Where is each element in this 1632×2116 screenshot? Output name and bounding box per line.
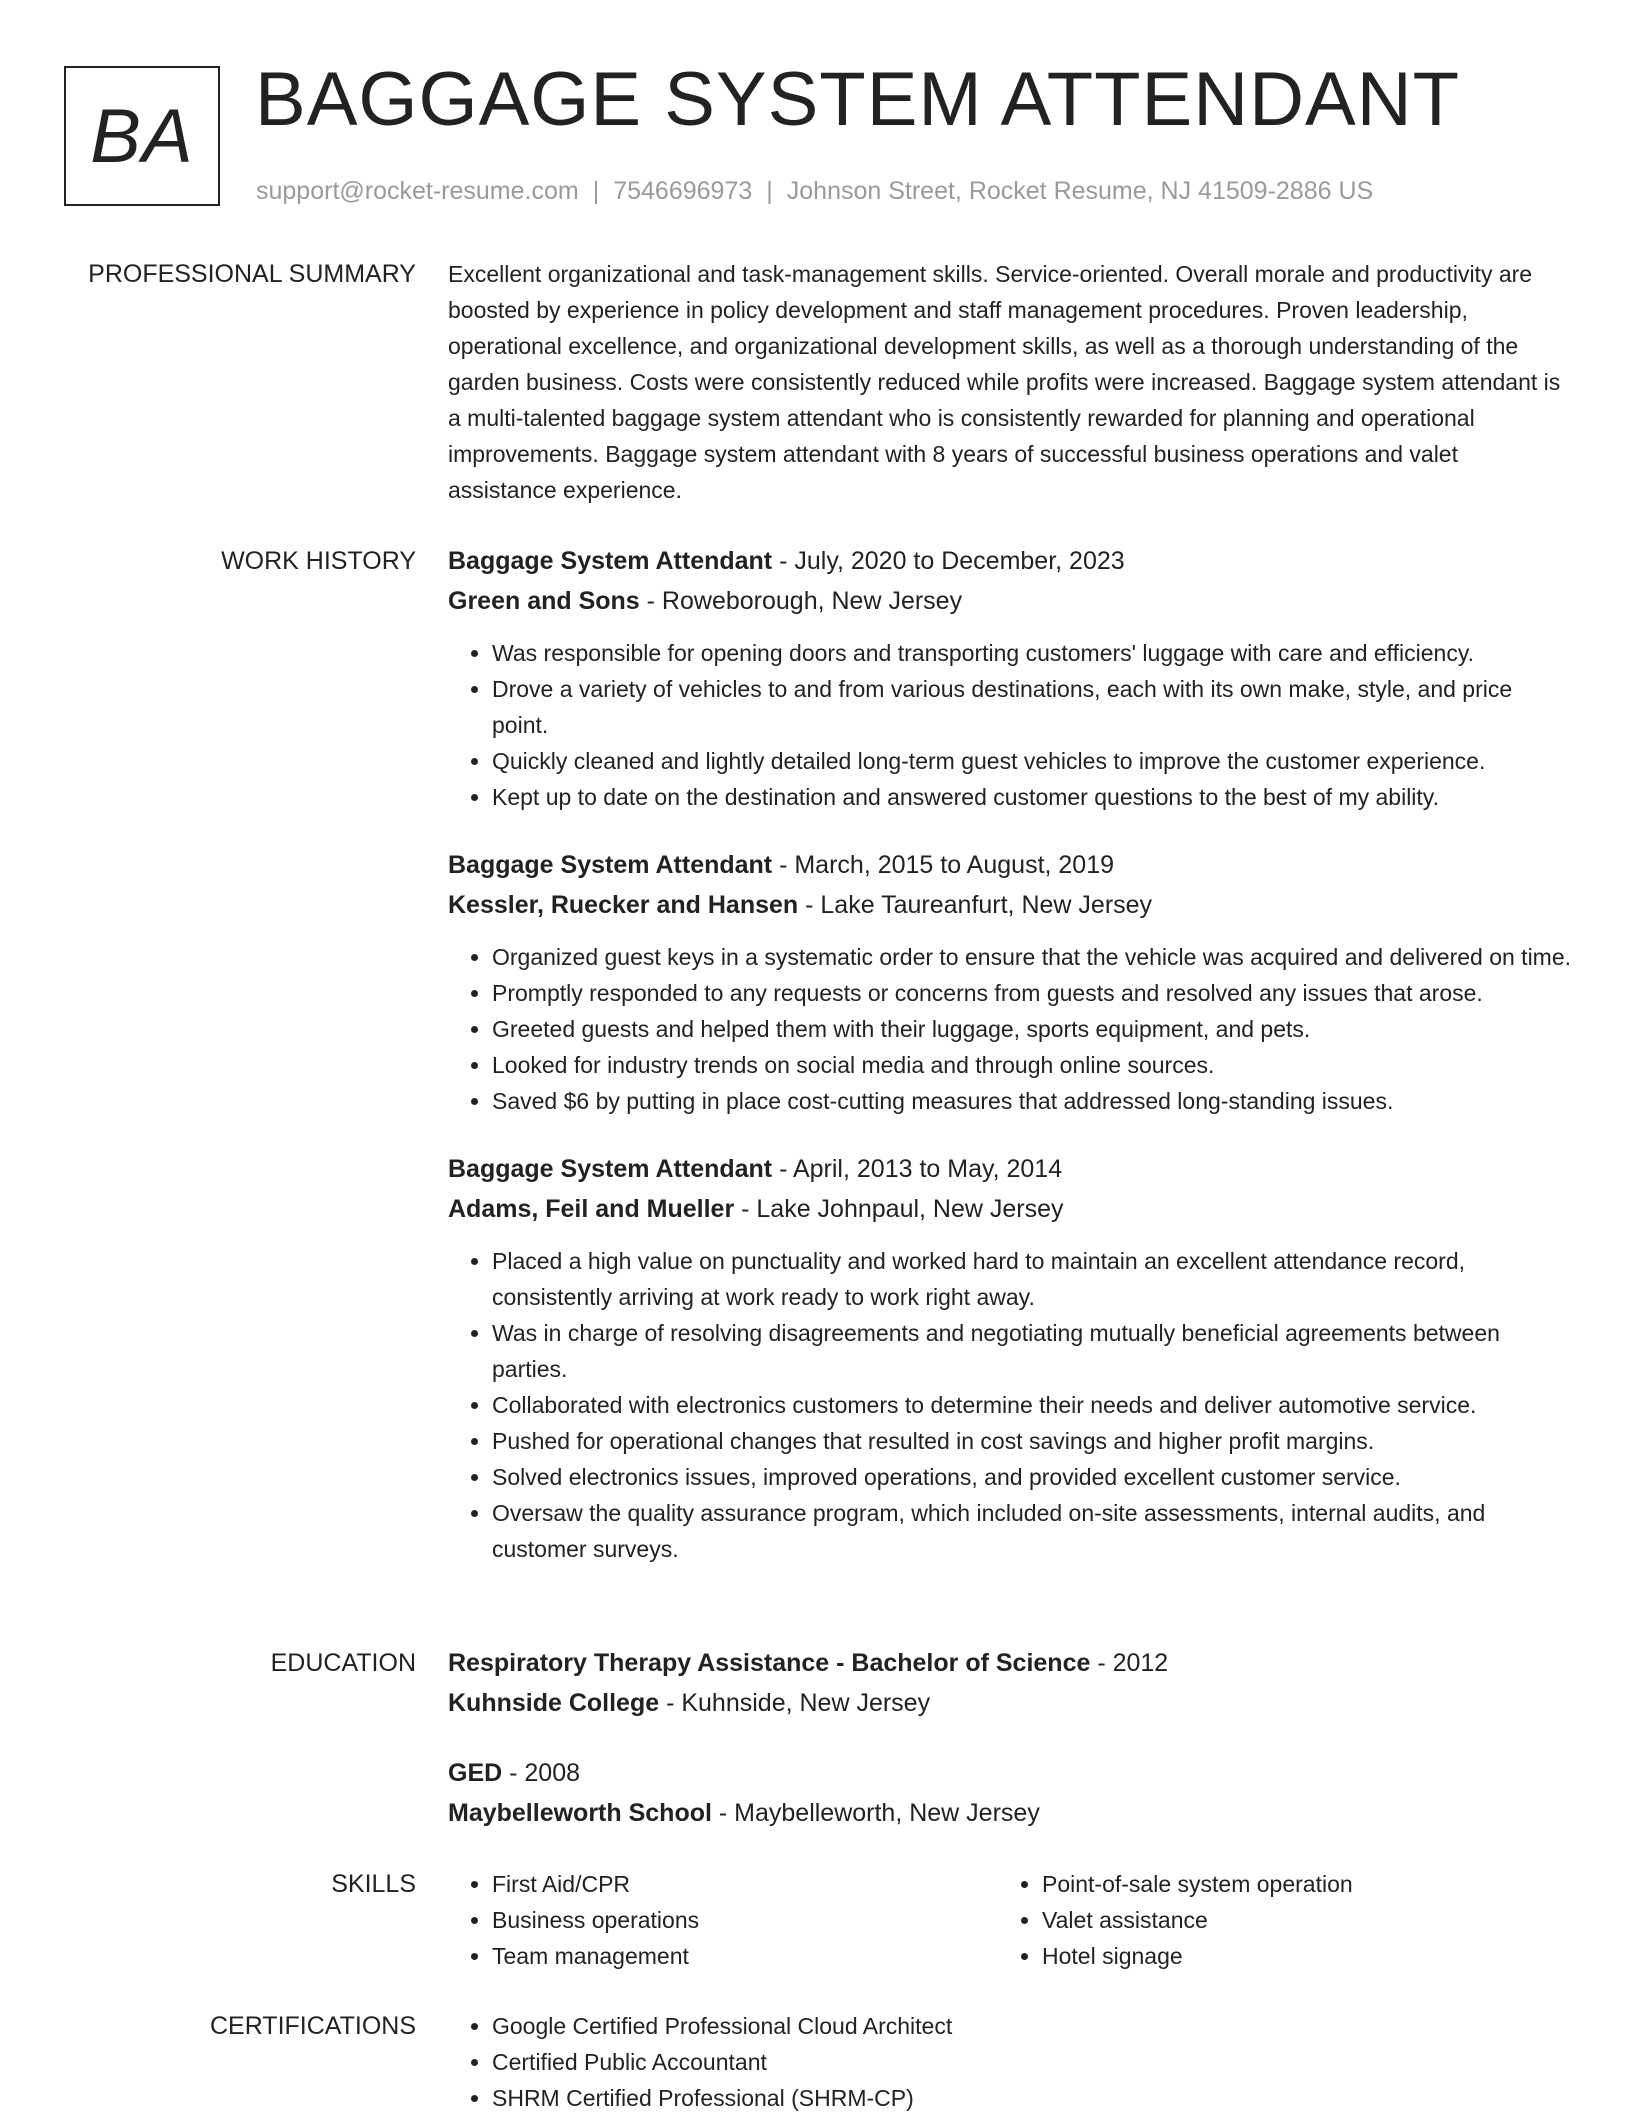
job-company-line [448,581,1573,621]
education-location: - Maybelleworth, New Jersey [711,1799,1040,1827]
job-company: Adams, Feil and Mueller [448,1195,735,1223]
section-label: WORK HISTORY [221,547,416,575]
list-item: • Organized guest keys in a systematic order to ensure that the vehicle was acquired and delivered on time. [492,939,1573,975]
skills-column-right [998,1866,1548,1974]
list-item: • Pushed for operational changes that resulted in cost savings and higher profit margins. [492,1423,1573,1459]
job-company: Green and Sons [448,587,640,615]
section-label: SKILLS [331,1870,416,1898]
list-item: • Drove a variety of vehicles to and from various destinations, each with its own make, style, and price point. [492,671,1573,743]
contact-separator: | [766,177,773,205]
education-degree-line [448,1643,1573,1683]
job-bullets [448,1243,1573,1567]
job-title: Baggage System Attendant [448,851,773,879]
education-year: - 2012 [1090,1649,1169,1677]
list-item: • Business operations [492,1902,998,1938]
education-school-line [448,1683,1573,1723]
list-item: • Team management [492,1938,998,1974]
job-entry [448,845,1573,1119]
education-degree: Respiratory Therapy Assistance - Bachelor of Science [448,1649,1091,1677]
skills-grid [448,1866,1573,1974]
job-entry [448,1149,1573,1567]
job-company-line [448,885,1573,925]
section-label: EDUCATION [270,1649,416,1677]
list-item: • Valet assistance [1042,1902,1548,1938]
list-item: • Kept up to date on the destination and answered customer questions to the best of my ability. [492,779,1573,815]
summary-text: Excellent organizational and task-management skills. Service-oriented. Overall morale and productivity are boosted by experience in policy development and staff management procedures. Proven leadership, operational excellence, and organizational development skills, as well as a thorough understanding of the garden business. Costs were consistently reduced while profits were increased. Baggage system attendant is a multi-talented baggage system attendant who is consistently rewarded for planning and operational improvements. Baggage system attendant with 8 years of successful business operations and valet assistance experience. [448,261,1561,503]
list-item: • Certified Public Accountant [492,2044,1573,2080]
education-degree-line [448,1753,1573,1793]
job-location: - Lake Taureanfurt, New Jersey [798,891,1153,919]
skills-column-left [448,1866,998,1974]
list-item: • Was in charge of resolving disagreements and negotiating mutually beneficial agreements between parties. [492,1315,1573,1387]
list-item: • Looked for industry trends on social media and through online sources. [492,1047,1573,1083]
skills-body [448,1866,1573,1974]
job-title: Baggage System Attendant [448,1155,773,1183]
certifications-body [448,2008,1573,2116]
list-item: • Placed a high value on punctuality and worked hard to maintain an excellent attendance record, consistently arriving at work ready to work right away. [492,1243,1573,1315]
list-item: • Point-of-sale system operation [1042,1866,1548,1902]
job-title-line [448,1149,1573,1189]
list-item: • Hotel signage [1042,1938,1548,1974]
job-title-line [448,845,1573,885]
job-location: - Roweborough, New Jersey [639,587,963,615]
education-school-line [448,1793,1573,1833]
list-item: • Collaborated with electronics customers to determine their needs and deliver automotive service. [492,1387,1573,1423]
job-bullets [448,635,1573,815]
contact-separator: | [592,177,600,205]
education-school: Maybelleworth School [448,1799,712,1827]
candidate-name: BAGGAGE SYSTEM ATTENDANT [255,57,1461,142]
monogram-initials: BA [90,93,194,179]
job-location: - Lake Johnpaul, New Jersey [734,1195,1064,1223]
list-item: • Solved electronics issues, improved operations, and provided excellent customer service. [492,1459,1573,1495]
contact-line [256,175,1373,207]
education-location: - Kuhnside, New Jersey [659,1689,931,1717]
education-degree: GED [448,1759,503,1787]
job-title: Baggage System Attendant [448,547,773,575]
list-item: • Promptly responded to any requests or concerns from guests and resolved any issues that arose. [492,975,1573,1011]
list-item: • Quickly cleaned and lightly detailed long-term guest vehicles to improve the customer experience. [492,743,1573,779]
list-item: • Google Certified Professional Cloud Architect [492,2008,1573,2044]
list-item: • Oversaw the quality assurance program, which included on-site assessments, internal audits, and customer surveys. [492,1495,1573,1567]
job-dates: - April, 2013 to May, 2014 [772,1155,1063,1183]
section-label: CERTIFICATIONS [209,2012,416,2040]
job-company: Kessler, Ruecker and Hansen [448,891,799,919]
education-body [448,1643,1573,1833]
certifications-list [448,2008,1573,2116]
job-title-line [448,541,1573,581]
education-entry [448,1753,1573,1833]
job-company-line [448,1189,1573,1229]
list-item: • Was responsible for opening doors and transporting customers' luggage with care and efficiency. [492,635,1573,671]
job-bullets [448,939,1573,1119]
contact-phone: 7546696973 [613,177,753,205]
work-history-body [448,541,1573,1567]
list-item: • Saved $6 by putting in place cost-cutting measures that addressed long-standing issues. [492,1083,1573,1119]
monogram-box [64,66,220,206]
section-label: PROFESSIONAL SUMMARY [88,260,416,288]
education-year: - 2008 [502,1759,581,1787]
contact-address: Johnson Street, Rocket Resume, NJ 41509-2886 US [786,177,1374,205]
job-dates: - March, 2015 to August, 2019 [772,851,1115,879]
contact-email: support@rocket-resume.com [256,177,579,205]
list-item: • Greeted guests and helped them with their luggage, sports equipment, and pets. [492,1011,1573,1047]
education-school: Kuhnside College [448,1689,660,1717]
job-entry [448,541,1573,815]
list-item: • First Aid/CPR [492,1866,998,1902]
education-entry [448,1643,1573,1723]
job-dates: - July, 2020 to December, 2023 [772,547,1125,575]
summary-body [448,256,1573,508]
list-item: • SHRM Certified Professional (SHRM-CP) [492,2080,1573,2116]
